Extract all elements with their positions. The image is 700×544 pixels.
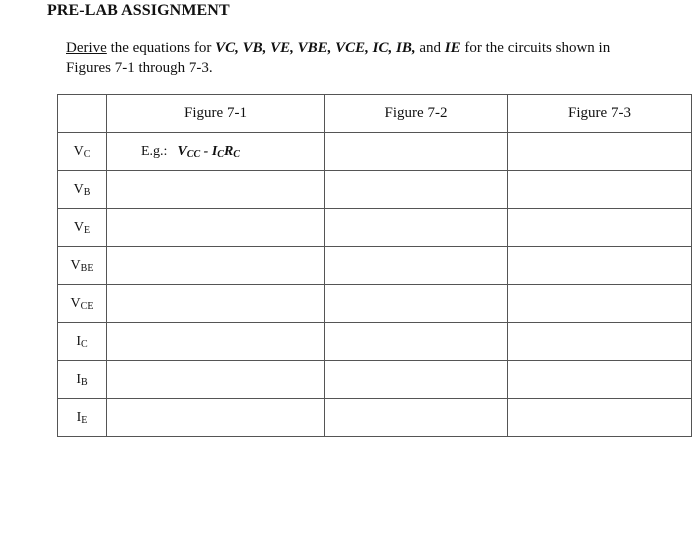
table-row	[58, 361, 692, 399]
variable-ie: IE	[444, 40, 461, 56]
table-row	[58, 399, 692, 437]
table-cell[interactable]	[107, 247, 325, 285]
table-row	[58, 323, 692, 361]
table-cell[interactable]	[508, 133, 692, 171]
variables-list: VC, VB, VE, VBE, VCE, IC, IB,	[215, 40, 416, 56]
example-prefix: E.g.:	[141, 143, 168, 159]
table-cell[interactable]	[107, 323, 325, 361]
table-row	[58, 171, 692, 209]
row-label-vbe: $V_{BE}$	[58, 247, 107, 285]
table-row	[58, 133, 692, 171]
table-cell[interactable]	[508, 171, 692, 209]
example-cell	[107, 133, 325, 171]
table-cell[interactable]	[508, 247, 692, 285]
derive-word: Derive	[66, 40, 107, 56]
table-cell[interactable]	[325, 323, 508, 361]
table-header-figure-7-3: Figure 7-3	[508, 95, 692, 133]
table-header-row	[58, 95, 692, 133]
instructions-text: the equations for	[106, 40, 216, 56]
table-cell[interactable]	[107, 361, 325, 399]
row-label-vc: $V_C$	[58, 133, 107, 171]
row-label-ic: $I_C$	[58, 323, 107, 361]
instructions-text: for the circuits shown in Figures 7-1 through 7-3.	[66, 40, 611, 76]
row-label-vce: $V_{CE}$	[58, 285, 107, 323]
table-cell[interactable]	[325, 171, 508, 209]
table-cell[interactable]	[508, 323, 692, 361]
table-header-figure-7-2: Figure 7-2	[325, 95, 508, 133]
table-cell[interactable]	[508, 285, 692, 323]
equations-table	[57, 94, 692, 437]
table-cell[interactable]	[325, 285, 508, 323]
table-cell[interactable]	[508, 361, 692, 399]
instructions-text: and	[415, 40, 445, 56]
table-cell[interactable]	[325, 399, 508, 437]
table-cell[interactable]	[107, 399, 325, 437]
page-title: PRE-LAB ASSIGNMENT	[47, 2, 230, 19]
table-cell[interactable]	[325, 361, 508, 399]
table-cell[interactable]	[107, 285, 325, 323]
table-cell[interactable]	[325, 247, 508, 285]
table-row	[58, 209, 692, 247]
table-cell[interactable]	[508, 209, 692, 247]
row-label-ve: $V_E$	[58, 209, 107, 247]
row-label-ib: $I_B$	[58, 361, 107, 399]
table-cell[interactable]	[508, 399, 692, 437]
table-row	[58, 247, 692, 285]
table-row	[58, 285, 692, 323]
row-label-ie: $I_E$	[58, 399, 107, 437]
table-cell[interactable]	[107, 171, 325, 209]
table-cell[interactable]	[325, 209, 508, 247]
table-header-blank	[58, 95, 107, 133]
table-cell[interactable]	[325, 133, 508, 171]
table-header-figure-7-1: Figure 7-1	[107, 95, 325, 133]
row-label-vb: $V_B$	[58, 171, 107, 209]
instructions-paragraph	[66, 38, 656, 78]
example-formula: $V_{CC} - I_CR_C$	[177, 143, 240, 160]
table-cell[interactable]	[107, 209, 325, 247]
